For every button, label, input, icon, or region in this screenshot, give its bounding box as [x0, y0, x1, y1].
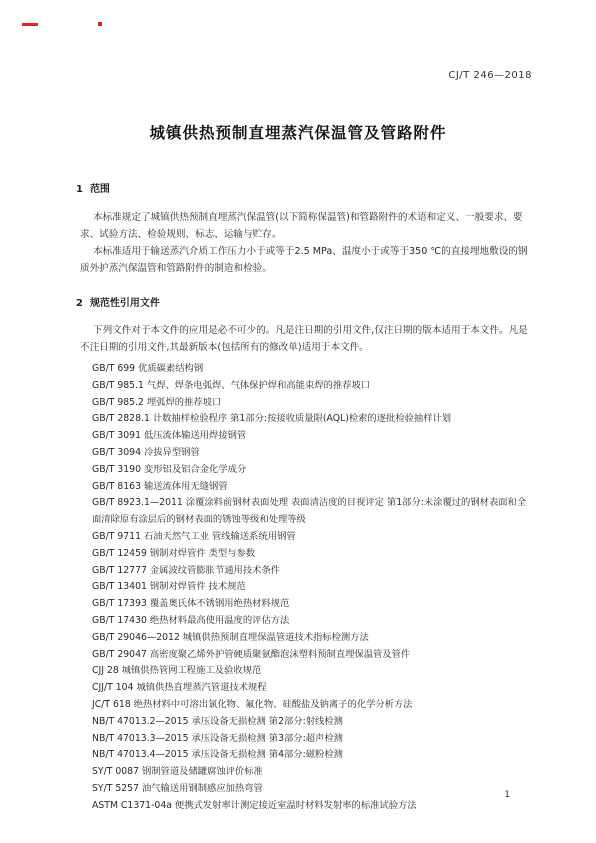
- section-number: 1: [76, 184, 83, 195]
- red-corner-mark: [22, 23, 38, 26]
- reference-item: NB/T 47013.3—2015 承压设备无损检测 第3部分:超声检测: [92, 732, 343, 744]
- reference-item: GB/T 2828.1 计数抽样检验程序 第1部分:按接收质量限(AQL)检索的逐批检验抽样计划: [92, 413, 452, 425]
- reference-item: GB/T 985.2 埋弧焊的推荐坡口: [92, 396, 222, 408]
- section-title: 规范性引用文件: [89, 298, 160, 309]
- reference-item: GB/T 29047 高密度聚乙烯外护管硬质聚氨酯泡沫塑料预制直埋保温管及管件: [92, 648, 411, 660]
- reference-item: CJJ/T 104 城镇供热直埋蒸汽管道技术规程: [92, 682, 267, 694]
- reference-item: CJJ 28 城镇供热管网工程施工及验收规范: [92, 665, 262, 677]
- scope-paragraph-2: 本标准适用于输送蒸汽介质工作压力小于或等于2.5 MPa、温度小于或等于350 ℃的直接埋地敷设的钢质外护蒸汽保温管和管路附件的制造和检验。: [80, 246, 528, 274]
- section-heading-scope: [76, 180, 110, 195]
- reference-item: GB/T 985.1 气焊、焊条电弧焊、气体保护焊和高能束焊的推荐坡口: [92, 379, 371, 391]
- reference-item: SY/T 5257 油气输送用钢制感应加热弯管: [92, 782, 263, 794]
- section-heading-references: [76, 294, 160, 309]
- document-title: 城镇供热预制直埋蒸汽保温管及管路附件: [149, 124, 447, 142]
- reference-item: GB/T 8923.1—2011 涂覆涂料前钢材表面处理 表面清洁度的目视评定 第1部分:未涂覆过的钢材表面和全面清除原有涂层后的钢材表面的锈蚀等级和处理等级: [92, 497, 527, 526]
- reference-item: JC/T 618 绝热材料中可溶出氯化物、氟化物、硅酸盐及钠离子的化学分析方法: [92, 698, 413, 710]
- reference-item: GB/T 8163 输送流体用无缝钢管: [92, 480, 228, 492]
- red-corner-dot: [98, 22, 102, 26]
- reference-item: SY/T 0087 钢制管道及储罐腐蚀评价标准: [92, 766, 263, 778]
- section-title: 范围: [89, 184, 110, 195]
- reference-item: NB/T 47013.4—2015 承压设备无损检测 第4部分:磁粉检测: [92, 749, 343, 761]
- section-number: 2: [76, 298, 83, 309]
- reference-item: NB/T 47013.2—2015 承压设备无损检测 第2部分:射线检测: [92, 715, 343, 727]
- references-intro-paragraph: 下列文件对于本文件的应用是必不可少的。凡是注日期的引用文件,仅注日期的版本适用于本文件。凡是不注日期的引用文件,其最新版本(包括所有的修改单)适用于本文件。: [80, 325, 528, 353]
- reference-item: ASTM C1371-04a 便携式发射率计测定接近室温时材料发射率的标准试验方法: [92, 799, 417, 811]
- reference-item: GB/T 17430 绝热材料最高使用温度的评估方法: [92, 614, 290, 626]
- reference-item: GB/T 29046—2012 城镇供热预制直埋保温管道技术指标检测方法: [92, 631, 369, 643]
- reference-item: GB/T 12777 金属波纹管膨胀节通用技术条件: [92, 564, 281, 576]
- normative-references-list: [92, 361, 532, 815]
- reference-item: GB/T 12459 钢制对焊管件 类型与参数: [92, 547, 256, 559]
- reference-item: GB/T 3091 低压流体输送用焊接钢管: [92, 430, 247, 442]
- reference-item: GB/T 3190 变形铝及铝合金化学成分: [92, 463, 247, 475]
- scope-paragraph-1: 本标准规定了城镇供热预制直埋蒸汽保温管(以下简称保温管)和管路附件的术语和定义、一般要求、要求、试验方法、检验规则、标志、运输与贮存。: [80, 212, 523, 240]
- reference-item: GB/T 3094 冷拔异型钢管: [92, 446, 200, 458]
- reference-item: GB/T 17393 覆盖奥氏体不锈钢用绝热材料规范: [92, 598, 290, 610]
- reference-item: GB/T 9711 石油天然气工业 管线输送系统用钢管: [92, 530, 296, 542]
- reference-item: GB/T 13401 钢制对焊管件 技术规范: [92, 581, 246, 593]
- page-number: 1: [504, 790, 510, 800]
- document-code: CJ/T 246—2018: [448, 70, 532, 81]
- reference-item: GB/T 699 优质碳素结构钢: [92, 363, 204, 374]
